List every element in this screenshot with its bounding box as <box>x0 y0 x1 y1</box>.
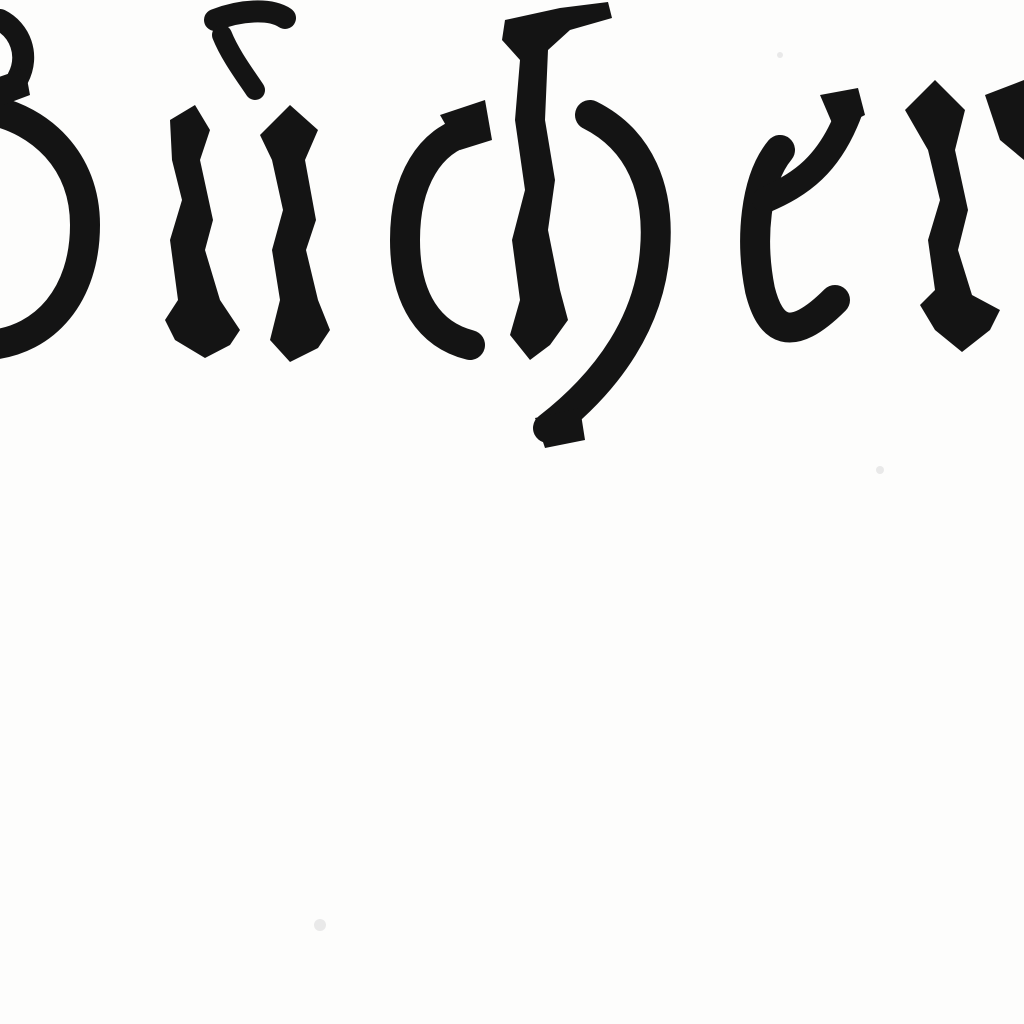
glyph-r <box>905 80 1024 352</box>
glyph-c <box>405 100 492 345</box>
glyph-h <box>502 2 656 448</box>
glyph-e <box>755 88 865 328</box>
glyph-u-umlaut <box>165 11 330 362</box>
paper-speck <box>777 52 783 58</box>
paper-speck <box>876 466 884 474</box>
paper-speck <box>314 919 326 931</box>
glyph-s <box>0 20 85 345</box>
